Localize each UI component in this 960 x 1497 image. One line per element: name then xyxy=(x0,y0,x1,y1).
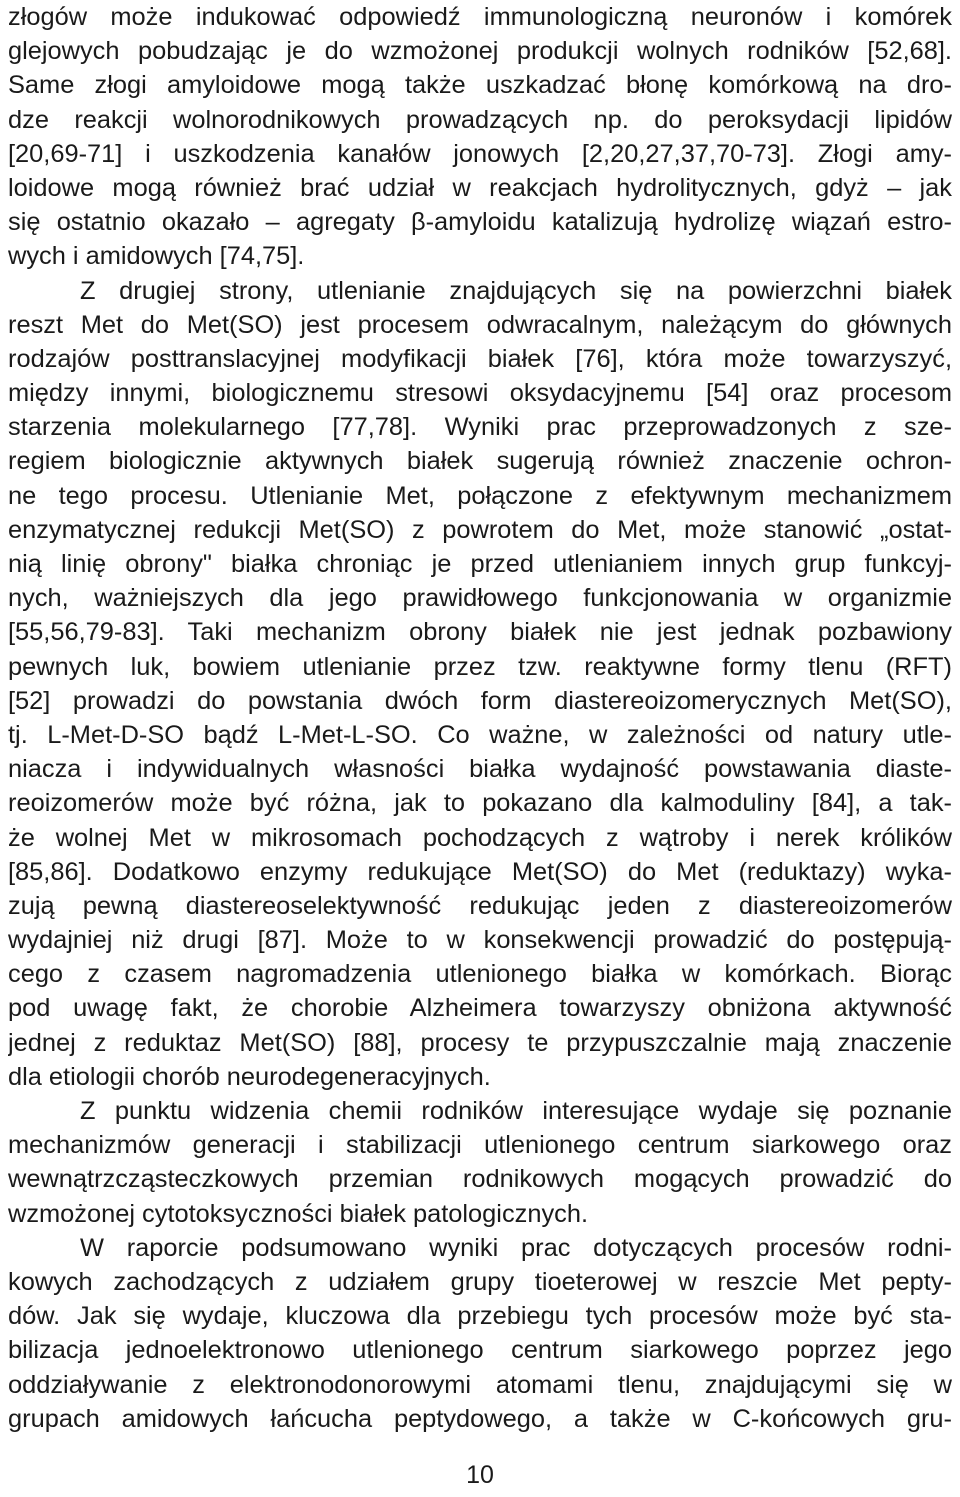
text-line: mechanizmów generacji i stabilizacji utlenionego centrum siarkowego oraz xyxy=(8,1131,952,1160)
text-line: zują pewną diastereoselektywność redukując jeden z diastereoizomerów xyxy=(8,891,952,920)
paragraph-first-line: Z drugiej strony, utlenianie znajdujących się na powierzchni białek xyxy=(80,276,952,305)
text-line: kowych zachodzących z udziałem grupy tioeterowej w reszcie Met pepty- xyxy=(8,1267,952,1296)
page-number: 10 xyxy=(466,1461,494,1489)
text-line: między innymi, biologicznemu stresowi oksydacyjnemu [54] oraz procesom xyxy=(8,379,952,408)
text-line: wydajniej niż drugi [87]. Może to w konsekwencji prowadzić do postępują- xyxy=(8,926,952,955)
paragraph-first-line: Z punktu widzenia chemii rodników interesujące wydaje się poznanie xyxy=(80,1097,952,1125)
text-line: pewnych luk, bowiem utlenianie przez tzw. reaktywne formy tlenu (RFT) xyxy=(8,652,952,681)
text-line: glejowych pobudzając je do wzmożonej produkcji wolnych rodników [52,68]. xyxy=(8,37,952,66)
text-line: wewnątrzcząsteczkowych przemian rodnikowych mogących prowadzić do xyxy=(8,1165,952,1194)
text-line: grupach amidowych łańcucha peptydowego, a także w C-końcowych gru- xyxy=(8,1404,952,1433)
text-line: niacza i indywidualnych własności białka wydajność powstawania diaste- xyxy=(8,755,952,784)
text-line: cego z czasem nagromadzenia utlenionego białka w komórkach. Biorąc xyxy=(8,960,952,989)
text-line: regiem biologicznie aktywnych białek sugerują również znaczenie ochron- xyxy=(8,447,952,476)
text-line: reszt Met do Met(SO) jest procesem odwracalnym, należącym do głównych xyxy=(8,310,952,339)
text-line: loidowe mogą również brać udział w reakcjach hydrolitycznych, gdyż – jak xyxy=(8,173,952,202)
text-line: starzenia molekularnego [77,78]. Wyniki prac przeprowadzonych z sze- xyxy=(8,413,952,442)
text-line: Same złogi amyloidowe mogą także uszkadzać błonę komórkową na dro- xyxy=(8,71,952,100)
text-line: dów. Jak się wydaje, kluczowa dla przebiegu tych procesów może być sta- xyxy=(8,1302,952,1331)
paragraph-end-line: wzmożonej cytotoksyczności białek patologicznych. xyxy=(8,1199,589,1228)
text-line: [85,86]. Dodatkowo enzymy redukujące Met(SO) do Met (reduktazy) wyka- xyxy=(8,857,952,886)
text-line: że wolnej Met w mikrosomach pochodzących z wątroby i nerek królików xyxy=(8,823,952,852)
paragraph-first-line: W raporcie podsumowano wyniki prac dotyczących procesów rodni- xyxy=(80,1233,952,1262)
text-line: się ostatnio okazało – agregaty β-amyloidu katalizują hydrolizę wiązań estro- xyxy=(8,208,952,237)
text-line: dze reakcji wolnorodnikowych prowadzących np. do peroksydacji lipidów xyxy=(8,105,952,134)
paragraph-end-line: wych i amidowych [74,75]. xyxy=(8,242,305,271)
text-line: bilizacja jednoelektronowo utlenionego centrum siarkowego poprzez jego xyxy=(8,1336,952,1365)
paragraph-end-line: dla etiologii chorób neurodegeneracyjnych. xyxy=(8,1062,491,1091)
text-line: [55,56,79-83]. Taki mechanizm obrony białek nie jest jednak pozbawiony xyxy=(8,618,952,647)
text-line: nią linię obrony" białka chroniąc je przed utlenianiem innych grup funkcyj- xyxy=(8,550,952,578)
text-line: ne tego procesu. Utlenianie Met, połączone z efektywnym mechanizmem xyxy=(8,481,952,510)
text-line: nych, ważniejszych dla jego prawidłowego funkcjonowania w organizmie xyxy=(8,584,952,613)
text-line: reoizomerów może być różna, jak to pokazano dla kalmoduliny [84], a tak- xyxy=(8,789,952,818)
text-line: enzymatycznej redukcji Met(SO) z powrotem do Met, może stanowić „ostat- xyxy=(8,515,952,544)
text-line: jednej z reduktaz Met(SO) [88], procesy te przypuszczalnie mają znaczenie xyxy=(8,1028,952,1057)
text-line: oddziaływanie z elektronodonorowymi atomami tlenu, znajdującymi się w xyxy=(8,1370,952,1399)
text-line: [52] prowadzi do powstania dwóch form diastereoizomerycznych Met(SO), xyxy=(8,686,952,715)
body-text xyxy=(8,0,952,1436)
text-line: tj. L-Met-D-SO bądź L-Met-L-SO. Co ważne, w zależności od natury utle- xyxy=(8,720,952,749)
text-line: rodzajów posttranslacyjnej modyfikacji białek [76], która może towarzyszyć, xyxy=(8,344,952,373)
text-line: złogów może indukować odpowiedź immunologiczną neuronów i komórek xyxy=(8,3,952,31)
text-line: [20,69-71] i uszkodzenia kanałów jonowych [2,20,27,37,70-73]. Złogi amy- xyxy=(8,139,952,168)
text-line: pod uwagę fakt, że chorobie Alzheimera towarzyszy obniżona aktywność xyxy=(8,994,952,1023)
